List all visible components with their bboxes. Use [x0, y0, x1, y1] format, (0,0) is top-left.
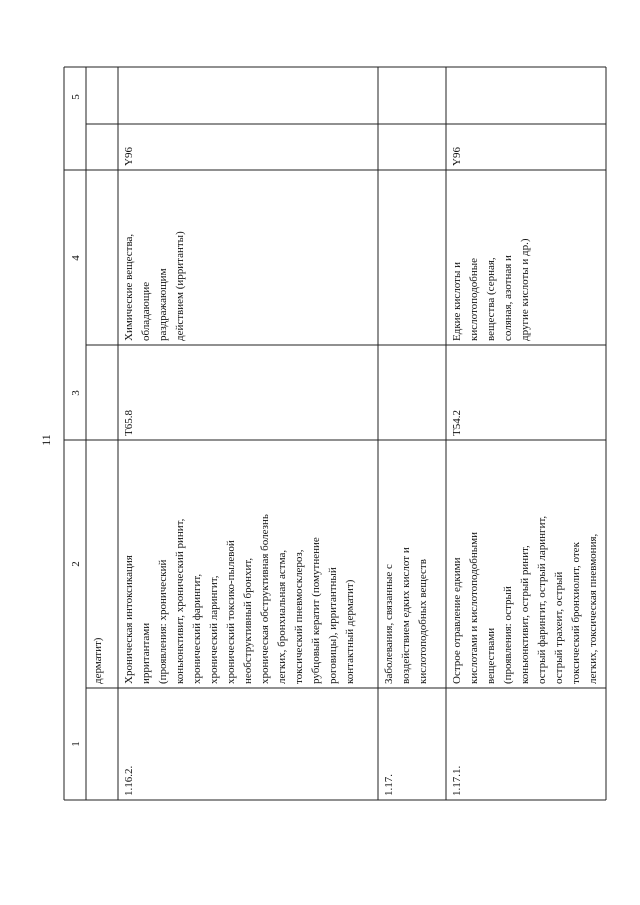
- svg-text:токсический пневмосклероз,: токсический пневмосклероз,: [293, 549, 305, 684]
- svg-text:легких, токсическая пневмония,: легких, токсическая пневмония,: [587, 533, 599, 684]
- svg-text:необструктивный бронхит,: необструктивный бронхит,: [242, 557, 254, 684]
- header-col-2: 2: [70, 561, 82, 567]
- svg-text:рубцовый кератит (помутнение: рубцовый кератит (помутнение: [310, 537, 322, 684]
- svg-text:Едкие кислоты и: Едкие кислоты и: [451, 262, 463, 341]
- external-cause-class: Y96: [123, 147, 135, 166]
- svg-text:хронический фарингит,: хронический фарингит,: [191, 573, 203, 684]
- svg-text:ирритантами: ирритантами: [140, 622, 152, 684]
- row-number: 1.17.: [383, 774, 395, 796]
- harmful-factor: [451, 238, 531, 341]
- row-number: 1.17.1.: [451, 765, 463, 796]
- header-col-5: 5: [70, 94, 82, 100]
- table-row: [451, 147, 599, 796]
- svg-text:кислотами и кислотоподобными: кислотами и кислотоподобными: [468, 531, 480, 684]
- external-cause-class: Y96: [451, 147, 463, 166]
- svg-text:обладающие: обладающие: [140, 281, 152, 341]
- svg-text:вещества (серная,: вещества (серная,: [485, 257, 497, 341]
- continuation-text: дерматит): [92, 637, 104, 684]
- svg-text:Химические вещества,: Химические вещества,: [123, 233, 135, 341]
- icd-code: T54.2: [451, 410, 463, 436]
- header-col-1: 1: [70, 741, 82, 747]
- svg-text:веществами: веществами: [485, 627, 497, 684]
- svg-text:соляная, азотная и: соляная, азотная и: [502, 255, 514, 341]
- svg-text:(проявления: острый: (проявления: острый: [502, 586, 514, 684]
- svg-text:действием (ирританты): действием (ирританты): [174, 231, 186, 341]
- disease-name: [123, 514, 356, 684]
- header-row: [70, 94, 82, 747]
- svg-text:острый фарингит, острый ларинг: острый фарингит, острый ларингит,: [536, 515, 548, 684]
- svg-text:Острое отравление едкими: Острое отравление едкими: [451, 557, 463, 684]
- svg-text:острый трахеит, острый: острый трахеит, острый: [553, 571, 565, 684]
- svg-text:хроническая обструктивная боле: хроническая обструктивная болезнь: [259, 514, 271, 684]
- svg-text:(проявления: хронический: (проявления: хронический: [157, 559, 169, 684]
- svg-text:коньюнктивит, хронический рини: коньюнктивит, хронический ринит,: [174, 518, 186, 684]
- svg-text:раздражающим: раздражающим: [157, 268, 169, 341]
- harmful-factor: [123, 231, 186, 341]
- svg-text:контактный дерматит): контактный дерматит): [344, 579, 356, 684]
- table-row: [383, 547, 429, 796]
- svg-text:хронический ларингит,: хронический ларингит,: [208, 575, 220, 684]
- svg-text:легких, бронхиальная астма,: легких, бронхиальная астма,: [276, 549, 288, 684]
- disease-name: [383, 547, 429, 684]
- disease-name: [451, 516, 599, 684]
- svg-text:роговицы), ирритантный: роговицы), ирритантный: [327, 567, 339, 684]
- svg-text:кислотоподобных веществ: кислотоподобных веществ: [417, 559, 429, 684]
- svg-text:коньюнктивит, острый ринит,: коньюнктивит, острый ринит,: [519, 545, 531, 684]
- svg-text:токсический бронхиолит, отек: токсический бронхиолит, отек: [570, 542, 582, 684]
- svg-text:другие кислоты и др.): другие кислоты и др.): [519, 238, 531, 341]
- svg-text:кислотоподобные: кислотоподобные: [468, 257, 480, 341]
- table-row: [123, 147, 356, 796]
- svg-text:Заболевания, связанные с: Заболевания, связанные с: [383, 564, 395, 684]
- header-col-3: 3: [70, 390, 82, 396]
- row-number: 1.16.2.: [123, 765, 135, 796]
- svg-text:воздействием едких кислот и: воздействием едких кислот и: [400, 547, 412, 684]
- svg-text:хронический токсико-пылевой: хронический токсико-пылевой: [225, 540, 237, 684]
- header-col-4: 4: [70, 255, 82, 261]
- table-grid: [64, 67, 606, 800]
- page-number: 11: [39, 434, 53, 446]
- icd-code: T65.8: [123, 410, 135, 436]
- svg-text:Хроническая интоксикация: Хроническая интоксикация: [123, 555, 135, 684]
